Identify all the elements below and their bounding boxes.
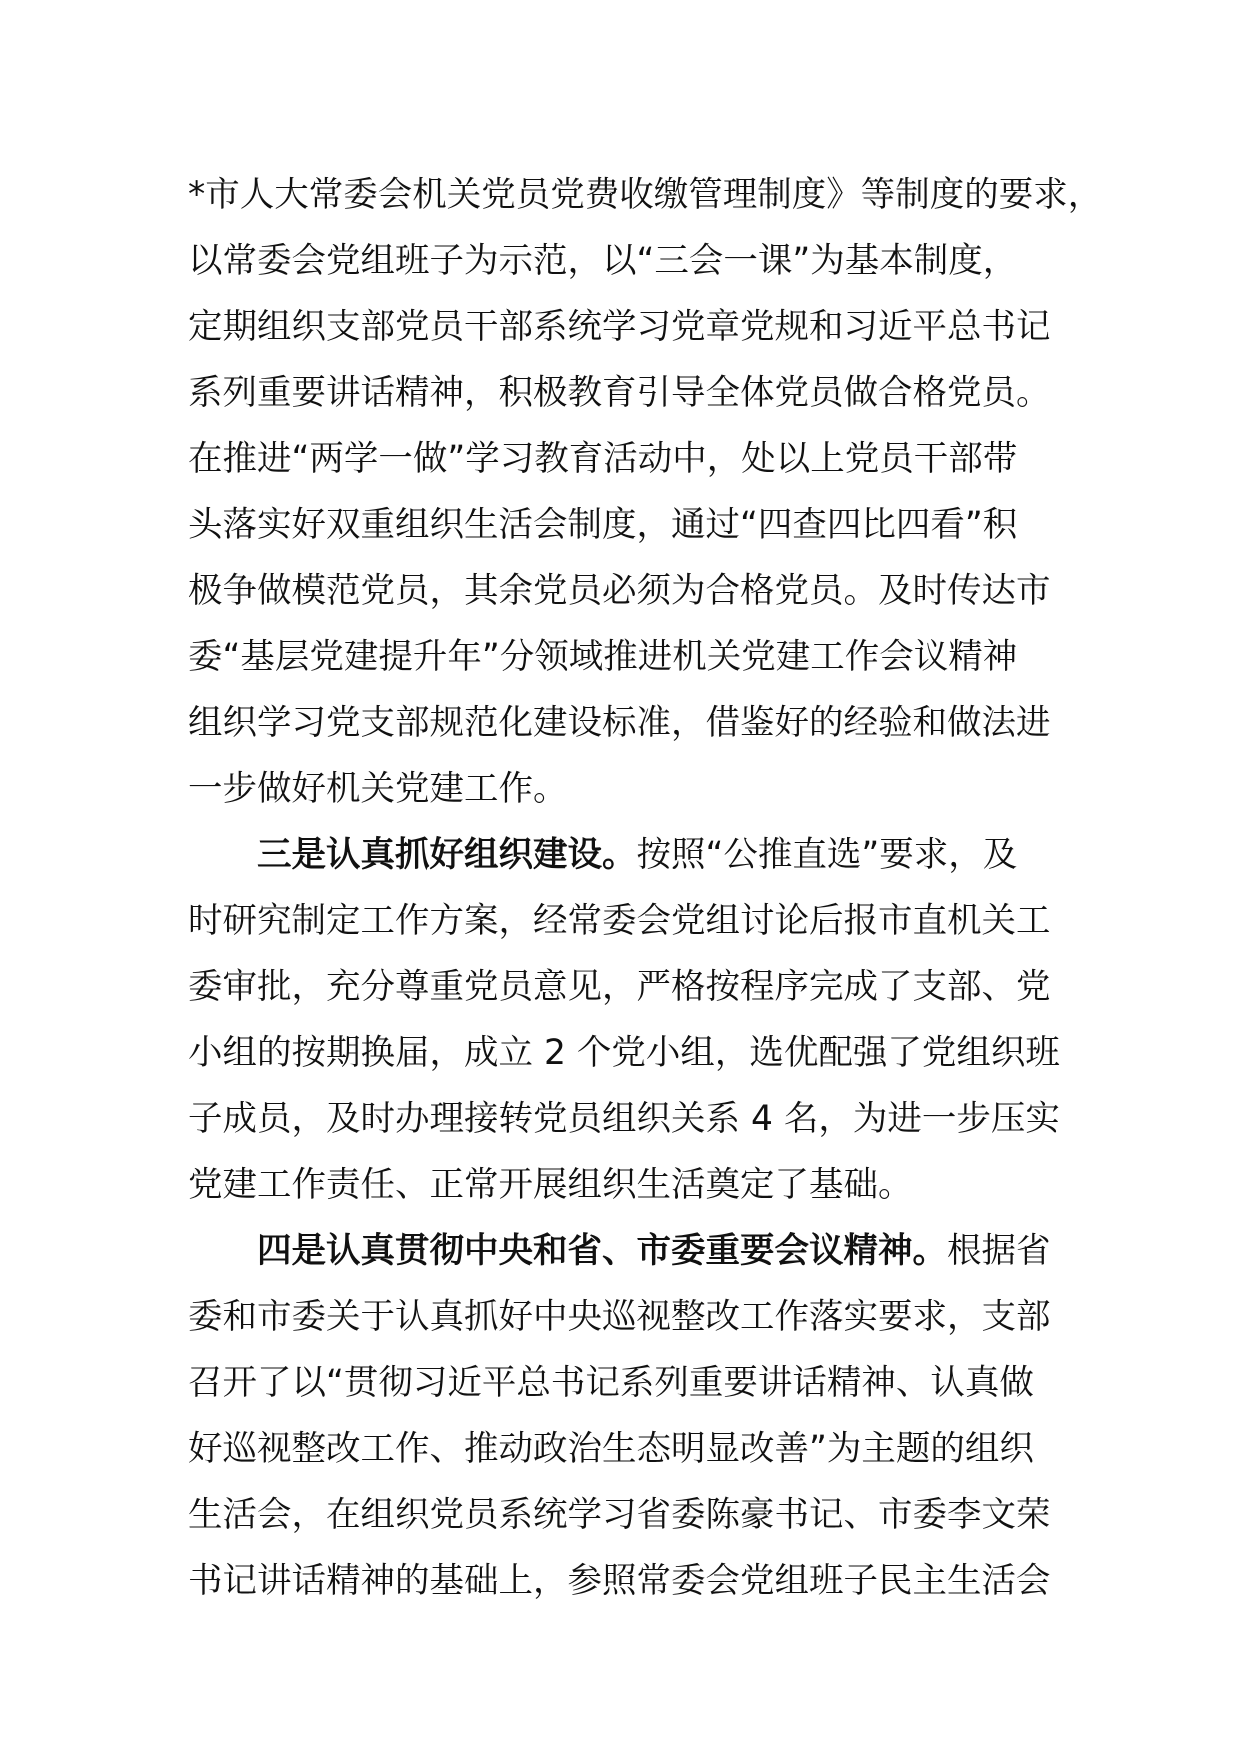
body-text <box>188 162 1103 1614</box>
text-line: 在推进“两学一做”学习教育活动中，处以上党员干部带 <box>188 439 1018 479</box>
text-line: 时研究制定工作方案，经常委会党组讨论后报市直机关工 <box>188 901 1051 941</box>
text-line: 召开了以“贯彻习近平总书记系列重要讲话精神、认真做 <box>188 1363 1034 1403</box>
paragraph <box>188 822 1068 1218</box>
text-line: 子成员，及时办理接转党员组织关系 4 名，为进一步压实 <box>188 1099 1060 1139</box>
text-line: 委“基层党建提升年”分领域推进机关党建工作会议精神 <box>188 637 1018 677</box>
text-line: 定期组织支部党员干部系统学习党章党规和习近平总书记 <box>188 307 1051 347</box>
section-heading: 四是认真贯彻中央和省、市委重要会议精神。 <box>257 1231 947 1271</box>
text-line: 书记讲话精神的基础上，参照常委会党组班子民主生活会 <box>188 1561 1051 1601</box>
text-line: 系列重要讲话精神，积极教育引导全体党员做合格党员。 <box>188 373 1051 413</box>
text-line <box>188 822 1068 888</box>
text-line: 一步做好机关党建工作。 <box>188 769 568 809</box>
text-line: 组织学习党支部规范化建设标准，借鉴好的经验和做法进 <box>188 703 1051 743</box>
text-line: 生活会，在组织党员系统学习省委陈豪书记、市委李文荣 <box>188 1495 1051 1535</box>
text-line: 以常委会党组班子为示范，以“三会一课”为基本制度， <box>188 241 1018 281</box>
text-line: 委审批，充分尊重党员意见，严格按程序完成了支部、党 <box>188 967 1051 1007</box>
text-line: 小组的按期换届，成立 2 个党小组，选优配强了党组织班 <box>188 1033 1060 1073</box>
text-line: 委和市委关于认真抓好中央巡视整改工作落实要求，支部 <box>188 1297 1051 1337</box>
text-line: 党建工作责任、正常开展组织生活奠定了基础。 <box>188 1165 913 1205</box>
text-line: 极争做模范党员，其余党员必须为合格党员。及时传达市 <box>188 571 1051 611</box>
text-run: 按照“公推直选”要求，及 <box>636 835 1018 875</box>
text-run: 根据省 <box>947 1231 1051 1271</box>
text-line <box>188 1218 1068 1284</box>
paragraph <box>188 162 1103 822</box>
text-line: 好巡视整改工作、推动政治生态明显改善”为主题的组织 <box>188 1429 1034 1469</box>
paragraph <box>188 1218 1068 1614</box>
text-line: 头落实好双重组织生活会制度，通过“四查四比四看”积 <box>188 505 1018 545</box>
section-heading: 三是认真抓好组织建设。 <box>257 835 637 875</box>
text-line: *市人大常委会机关党员党费收缴管理制度》等制度的要求， <box>188 175 1103 215</box>
